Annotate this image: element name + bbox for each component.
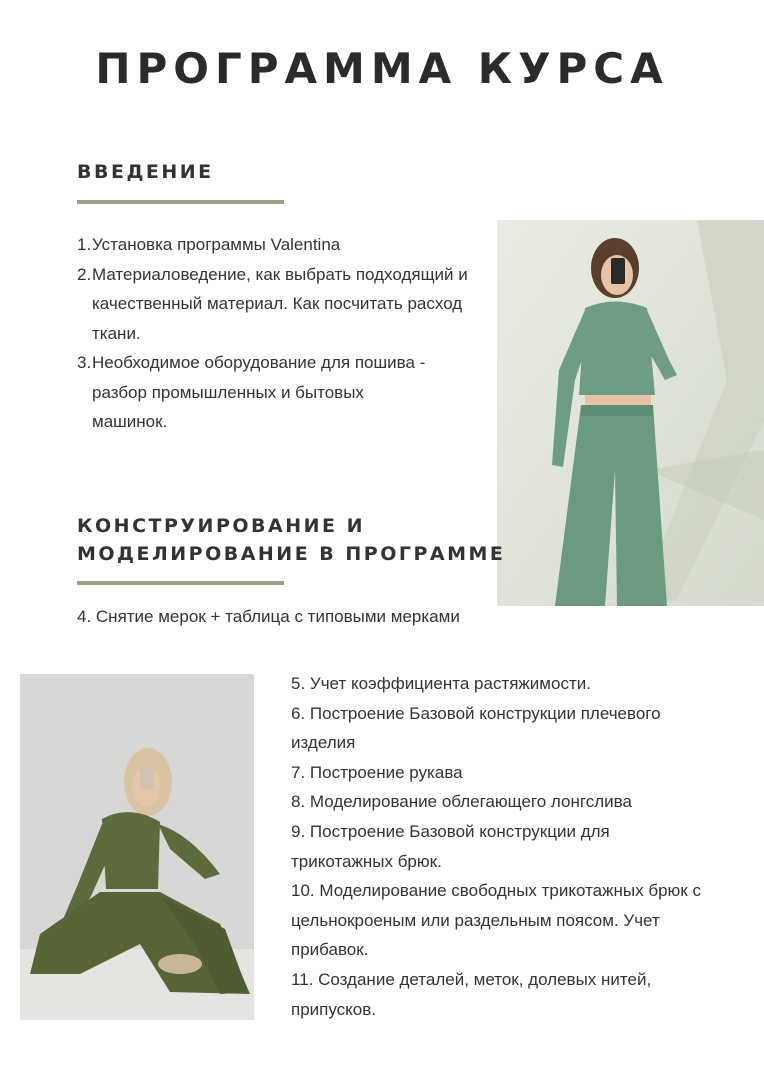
page-title: ПРОГРАММА КУРСА — [95, 44, 669, 93]
list-text: Необходимое оборудование для пошива - разбор промышленных и бытовых машинок. — [92, 353, 426, 431]
list-number: 2. — [77, 264, 92, 284]
construction-divider — [77, 581, 284, 585]
list-item-4: 4. Снятие мерок + таблица с типовыми мерками — [77, 607, 460, 626]
list-number: 3. — [77, 353, 92, 372]
list-item — [77, 260, 497, 349]
list-item: 10. Моделирование свободных трикотажных брюк с цельнокроеным или раздельным поясом. Учет прибавок. — [291, 881, 701, 960]
photo-olive-suit — [20, 674, 254, 1020]
list-item: 8. Моделирование облегающего лонгслива — [291, 792, 632, 812]
intro-heading: ВВЕДЕНИЕ — [77, 161, 214, 183]
list-number: 1. — [77, 235, 92, 254]
construction-list — [291, 669, 741, 1024]
intro-divider — [77, 200, 284, 204]
photo-green-suit — [497, 220, 764, 606]
list-item: 9. Построение Базовой конструкции для трикотажных брюк. — [291, 821, 610, 871]
list-item: 11. Создание деталей, меток, долевых нитей, припусков. — [291, 969, 652, 1019]
list-item: 6. Построение Базовой конструкции плечевого изделия — [291, 703, 661, 753]
list-item: 5. Учет коэффициента растяжимости. — [291, 674, 591, 693]
list-text: Установка программы Valentina — [92, 235, 341, 254]
construction-heading-line2: МОДЕЛИРОВАНИЕ В ПРОГРАММЕ — [77, 543, 506, 565]
list-text: Материаловедение, как выбрать подходящий и качественный материал. Как посчитать расход ткани. — [92, 264, 468, 343]
list-item — [77, 348, 497, 437]
intro-list — [77, 230, 497, 437]
list-item — [77, 230, 497, 260]
construction-heading — [77, 512, 505, 568]
list-item: 7. Построение рукава — [291, 762, 463, 782]
construction-heading-line1: КОНСТРУИРОВАНИЕ И — [77, 515, 366, 537]
